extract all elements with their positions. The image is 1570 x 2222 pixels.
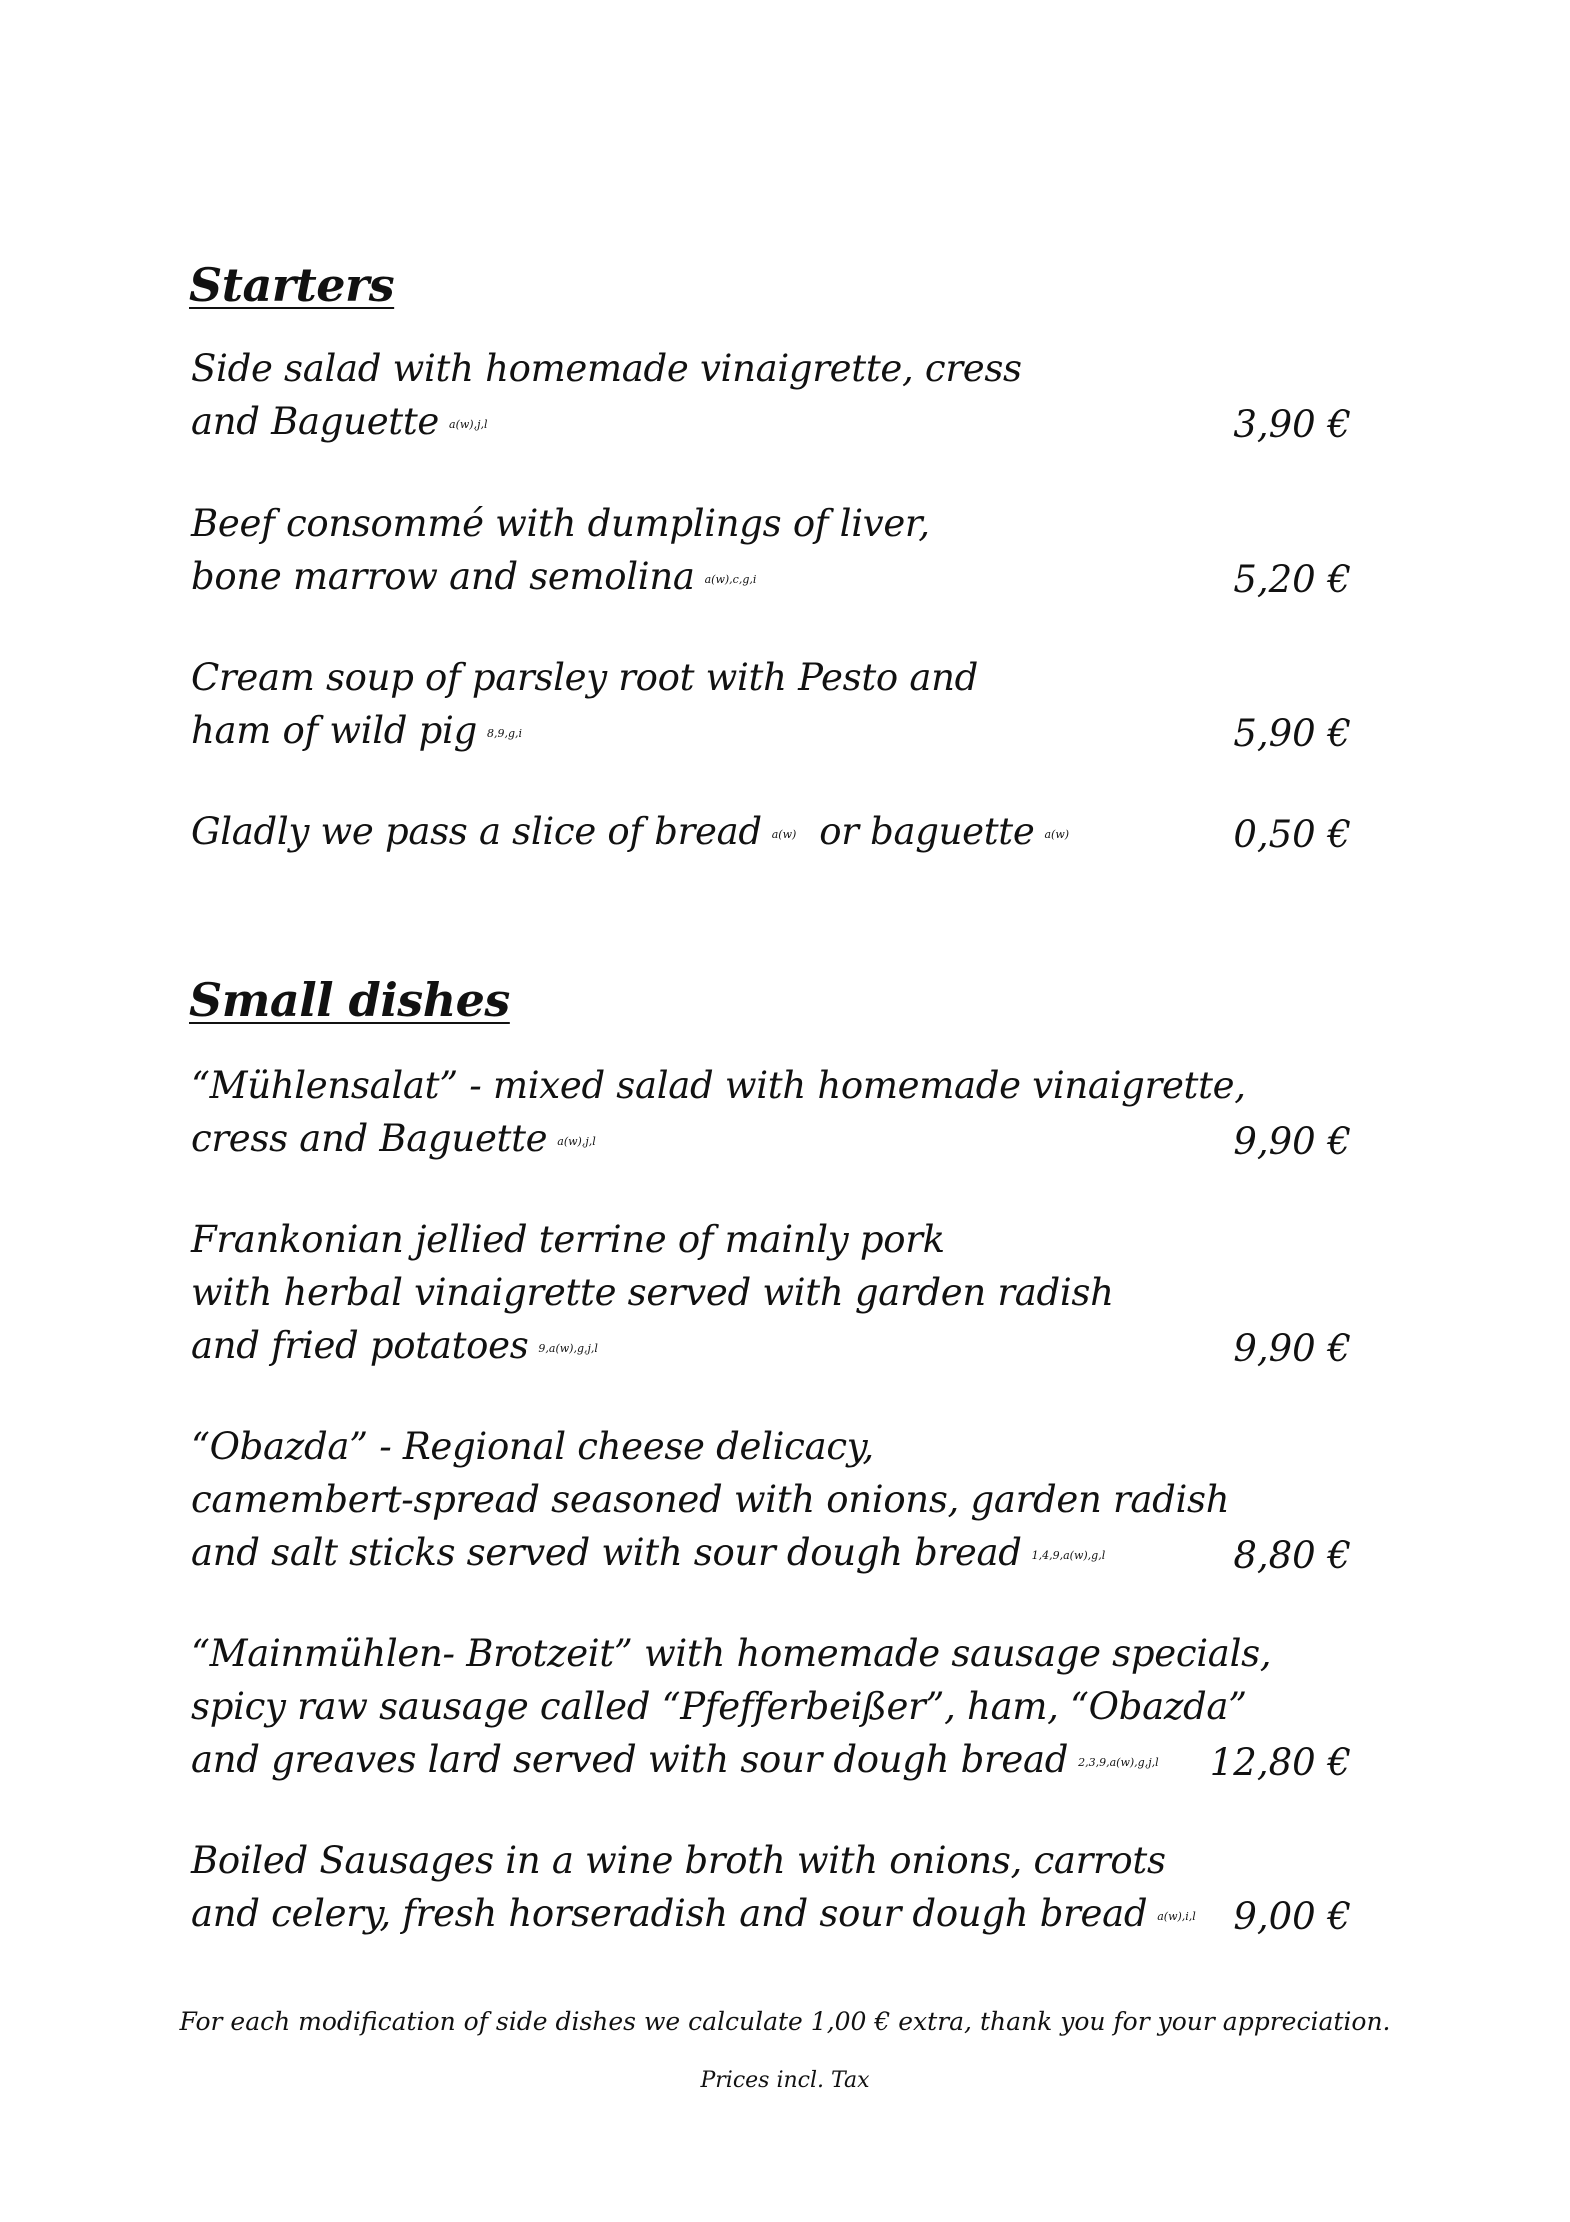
menu-item xyxy=(191,1627,1351,1789)
item-description-text: and fried potatoes xyxy=(191,1324,529,1367)
section-title-starters: Starters xyxy=(189,258,395,312)
allergen-codes: a(w),j,l xyxy=(557,1135,596,1148)
menu-item xyxy=(191,1213,1351,1375)
item-price: 9,90 € xyxy=(1233,1120,1351,1163)
item-price: 12,80 € xyxy=(1209,1741,1351,1784)
modification-note: For each modification of side dishes we calculate 1,00 € extra, thank you for your appreciation. xyxy=(179,2007,1391,2036)
allergen-codes: 2,3,9,a(w),g,j,l xyxy=(1078,1756,1159,1769)
item-description-text: Gladly we pass a slice of bread xyxy=(191,810,762,853)
allergen-codes: a(w) xyxy=(1044,828,1070,841)
item-description-line: “Mainmühlen- Brotzeit” with homemade sausage specials, xyxy=(191,1632,1272,1675)
item-description-text: and celery, fresh horseradish and sour dough bread xyxy=(191,1892,1148,1935)
item-description-line xyxy=(191,395,1351,451)
item-description-line: Beef consommé with dumplings of liver, xyxy=(191,502,930,545)
item-description-line xyxy=(191,1887,1351,1943)
item-description-line: Side salad with homemade vinaigrette, cress xyxy=(191,347,1022,390)
item-description-text: cress and Baguette xyxy=(191,1117,548,1160)
allergen-codes: 9,a(w),g,j,l xyxy=(538,1342,598,1355)
item-price: 5,20 € xyxy=(1233,558,1351,601)
item-description-text: or baguette xyxy=(819,810,1035,853)
item-description-line: Cream soup of parsley root with Pesto and xyxy=(191,656,979,699)
item-description-line xyxy=(191,805,1351,861)
item-description-text: ham of wild pig xyxy=(191,709,477,752)
item-description-line: Frankonian jellied terrine of mainly pork xyxy=(191,1218,945,1261)
item-price: 5,90 € xyxy=(1233,712,1351,755)
item-description-line xyxy=(191,704,1351,760)
item-description-line xyxy=(191,1319,1351,1375)
section-title-small-dishes: Small dishes xyxy=(189,973,510,1027)
menu-item xyxy=(191,1420,1351,1582)
item-description-line: camembert-spread seasoned with onions, garden radish xyxy=(191,1478,1230,1521)
item-description-line: “Mühlensalat” - mixed salad with homemade vinaigrette, xyxy=(191,1064,1246,1107)
allergen-codes: a(w) xyxy=(771,828,797,841)
allergen-codes: a(w),j,l xyxy=(449,418,488,431)
menu-item xyxy=(191,1059,1351,1168)
item-description-text: and greaves lard served with sour dough bread xyxy=(191,1738,1069,1781)
menu-item xyxy=(191,497,1351,606)
item-price: 9,00 € xyxy=(1233,1895,1351,1938)
item-description-line xyxy=(191,1112,1351,1168)
item-price: 8,80 € xyxy=(1233,1534,1351,1577)
menu-item xyxy=(191,651,1351,760)
menu-item xyxy=(191,342,1351,451)
allergen-codes: a(w),i,l xyxy=(1157,1910,1196,1923)
item-description-line xyxy=(191,1526,1351,1582)
item-description-text: and Baguette xyxy=(191,400,440,443)
allergen-codes: 8,9,g,i xyxy=(486,727,523,740)
item-description-line: with herbal vinaigrette served with garden radish xyxy=(191,1271,1114,1314)
allergen-codes: 1,4,9,a(w),g,l xyxy=(1031,1549,1106,1562)
item-description-line: spicy raw sausage called “Pfefferbeißer”, ham, “Obazda” xyxy=(191,1685,1247,1728)
allergen-codes: a(w),c,g,i xyxy=(704,573,757,586)
item-description-line: Boiled Sausages in a wine broth with onions, carrots xyxy=(191,1839,1166,1882)
item-description-line xyxy=(191,550,1351,606)
item-price: 9,90 € xyxy=(1233,1327,1351,1370)
menu-item xyxy=(191,805,1351,861)
item-description-line xyxy=(191,1733,1351,1789)
item-description-line: “Obazda” - Regional cheese delicacy, xyxy=(191,1425,874,1468)
item-price: 0,50 € xyxy=(1233,813,1351,856)
tax-note: Prices incl. Tax xyxy=(700,2068,870,2093)
item-description-text: and salt sticks served with sour dough bread xyxy=(191,1531,1022,1574)
item-description-text: bone marrow and semolina xyxy=(191,555,695,598)
menu-item xyxy=(191,1834,1351,1943)
item-price: 3,90 € xyxy=(1233,403,1351,446)
